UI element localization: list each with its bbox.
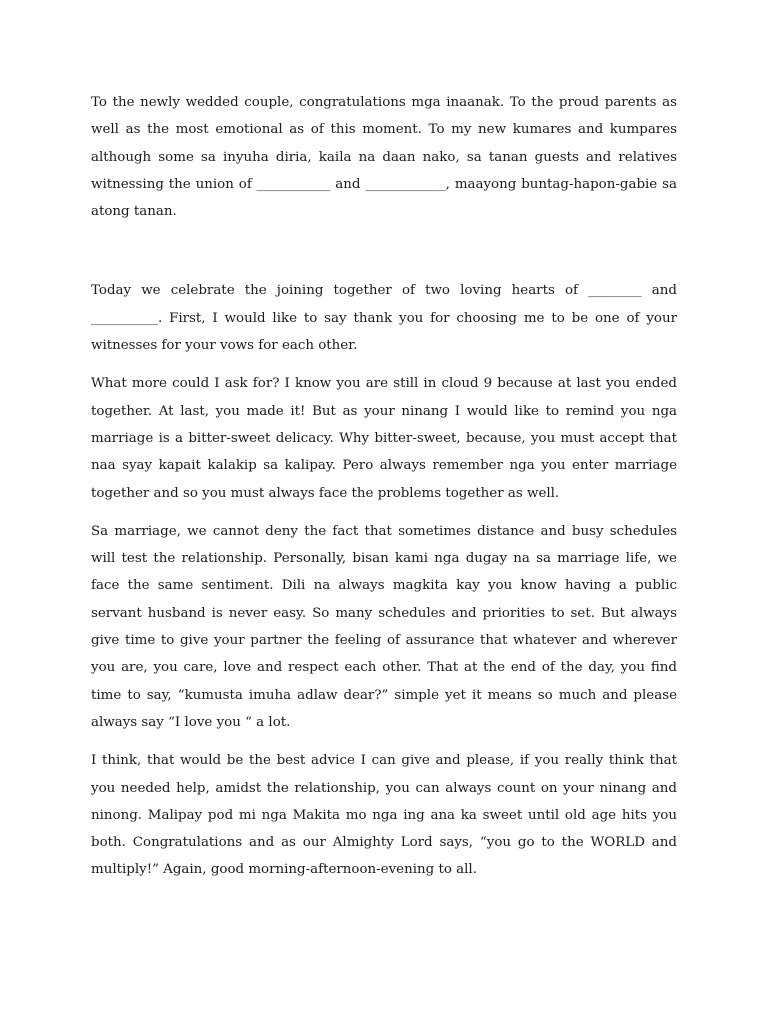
paragraph-marriage-advice: Sa marriage, we cannot deny the fact that sometimes distance and busy schedules will test the relationship. Personally, bisan kami nga dugay na sa marriage life, we face the same sentiment. Dili na always magkita kay you know having a public servant husband is never easy. So many schedules and priorities to set. But always give time to give your partner the feeling of assurance that whatever and wherever you are, you care, love and respect each other. That at the end of the day, you find time to say, “kumusta imuha adlaw dear?” simple yet it means so much and please always say “I love you “ a lot. (91, 523, 677, 730)
document-body (91, 89, 677, 884)
paragraph-celebration: Today we celebrate the joining together of two loving hearts of ________ and __________. First, I would like to say thank you for choosing me to be one of your witnesses for your vows for each other. (91, 283, 677, 354)
paragraph-greeting: To the newly wedded couple, congratulations mga inaanak. To the proud parents as well as the most emotional as of this moment. To my new kumares and kumpares although some sa inyuha diria, kaila na daan nako, sa tanan guests and relatives witnessing the union of ___________ and ____________, maayong buntag-hapon-gabie sa atong tanan. (91, 95, 677, 220)
paragraph-bitter-sweet: What more could I ask for? I know you are still in cloud 9 because at last you ended together. At last, you made it! But as your ninang I would like to remind you nga marriage is a bitter-sweet delicacy. Why bitter-sweet, because, you must accept that naa syay kapait kalakip sa kalipay. Pero always remember nga you enter marriage together and so you must always face the problems together as well. (91, 376, 677, 501)
paragraph-closing: I think, that would be the best advice I can give and please, if you really think that you needed help, amidst the relationship, you can always count on your ninang and ninong. Malipay pod mi nga Makita mo nga ing ana ka sweet until old age hits you both. Congratulations and as our Almighty Lord says, “you go to the WORLD and multiply!” Again, good morning-afternoon-evening to all. (91, 753, 677, 878)
